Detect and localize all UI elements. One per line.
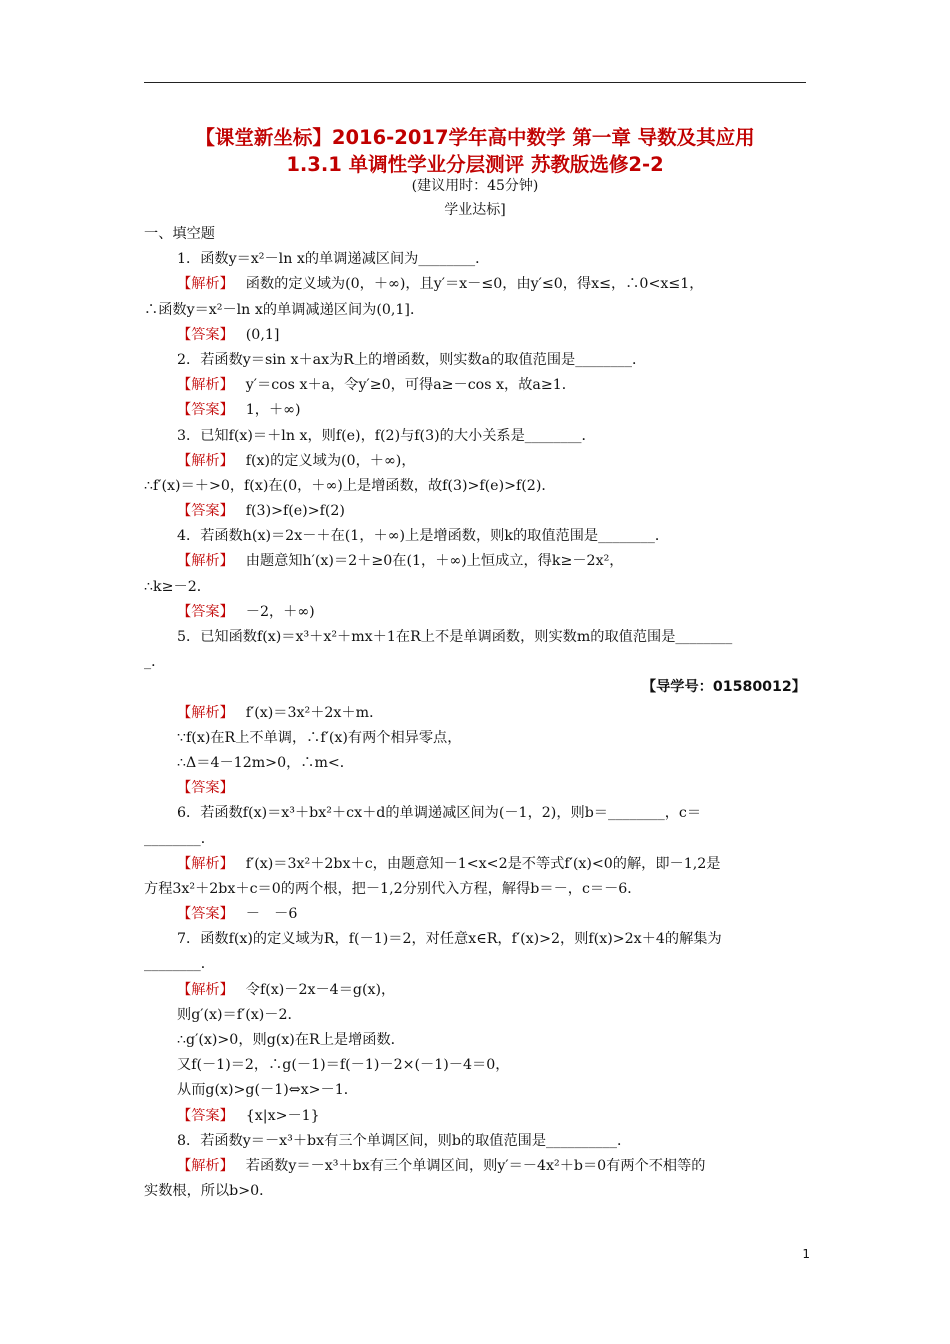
- text-line: [144, 1104, 806, 1129]
- line-text: 实数根，所以b>0．: [144, 1183, 274, 1200]
- line-text: 一、填空题: [144, 226, 215, 242]
- label-tag: 【解析】: [177, 704, 234, 721]
- text-line: [144, 650, 806, 675]
- label-tag: 【答案】: [177, 1107, 234, 1124]
- suggested-time: (建议用时：45分钟): [411, 178, 539, 194]
- line-text: 方程3x²＋2bx＋c＝0的两个根，把－1,2分别代入方程，解得b＝－，c＝－6．: [144, 880, 642, 897]
- label-tag: 【解析】: [177, 855, 234, 872]
- text-line: [144, 222, 806, 247]
- text-line: [144, 675, 806, 700]
- text-line: [144, 776, 806, 801]
- line-text: 由题意知h′(x)＝2＋≥0在(1，＋∞)上恒成立，得k≥－2x²，: [245, 553, 624, 570]
- text-line: [144, 247, 806, 272]
- text-line: [144, 902, 806, 927]
- text-line: [144, 298, 806, 323]
- line-text: 5．已知函数f(x)＝x³＋x²＋mx＋1在R上不是单调函数，则实数m的取值范围是________: [177, 629, 733, 645]
- label-tag: 【解析】: [177, 452, 234, 469]
- text-line: [144, 625, 806, 650]
- line-text: 3．已知f(x)＝＋ln x，则f(e)，f(2)与f(3)的大小关系是________．: [177, 427, 596, 444]
- line-text: ∴k≥－2．: [144, 578, 211, 595]
- text-line: [144, 348, 806, 373]
- line-text: ∴f′(x)＝＋>0，f(x)在(0，＋∞)上是增函数，故f(3)>f(e)>f(2)．: [144, 477, 556, 494]
- label-tag: 【解析】: [177, 276, 234, 293]
- line-text: f′(x)＝3x²＋2x＋m．: [245, 704, 384, 721]
- label-tag: 【解析】: [177, 377, 234, 394]
- line-text: 令f(x)－2x－4＝g(x)，: [245, 981, 396, 998]
- line-text: 4．若函数h(x)＝2x－＋在(1，＋∞)上是增函数，则k的取值范围是________．: [177, 528, 670, 545]
- line-text: (0,1]: [245, 326, 280, 343]
- label-tag: 【答案】: [177, 780, 234, 797]
- document-body: [144, 222, 806, 1204]
- text-line: [144, 499, 806, 524]
- label-tag: 【答案】: [177, 503, 234, 520]
- text-line: [144, 272, 806, 297]
- text-line: [144, 1179, 806, 1204]
- label-tag: 【答案】: [177, 603, 234, 620]
- text-line: [144, 600, 806, 625]
- line-text: f(3)>f(e)>f(2): [245, 503, 345, 520]
- text-line: [144, 827, 806, 852]
- text-line: [144, 549, 806, 574]
- line-text: 7．函数f(x)的定义域为R，f(－1)＝2，对任意x∈R，f′(x)>2，则f(x)>2x＋4的解集为: [177, 931, 722, 948]
- section-label: 学业达标]: [444, 202, 506, 218]
- line-text: 从而g(x)>g(－1)⇔x>－1．: [177, 1082, 358, 1099]
- document-title-line-1: 【课堂新坐标】2016-2017学年高中数学 第一章 导数及其应用: [195, 126, 755, 149]
- line-text: － －6: [245, 906, 298, 923]
- text-line: [144, 927, 806, 952]
- text-line: [144, 751, 806, 776]
- text-line: [144, 1129, 806, 1154]
- header-rule: [144, 82, 806, 83]
- text-line: [144, 398, 806, 423]
- label-tag: 【答案】: [177, 906, 234, 923]
- line-text: 6．若函数f(x)＝x³＋bx²＋cx＋d的单调递减区间为(－1，2)，则b＝________，c＝: [177, 805, 702, 822]
- text-line: [144, 323, 806, 348]
- text-line: [144, 524, 806, 549]
- text-line: [144, 726, 806, 751]
- line-text: ________．: [144, 830, 215, 847]
- text-line: [144, 1028, 806, 1053]
- label-tag: 【解析】: [177, 981, 234, 998]
- line-text: 则g′(x)＝f′(x)－2．: [177, 1006, 302, 1023]
- text-line: [144, 978, 806, 1003]
- line-text: f′(x)＝3x²＋2bx＋c，由题意知－1<x<2是不等式f′(x)<0的解，即－1,2是: [245, 855, 721, 872]
- line-text: 【导学号：01580012】: [641, 679, 806, 696]
- label-tag: 【解析】: [177, 1157, 234, 1174]
- document-title-line-2: 1.3.1 单调性学业分层测评 苏教版选修2-2: [286, 153, 664, 176]
- line-text: 若函数y＝－x³＋bx有三个单调区间，则y′＝－4x²＋b＝0有两个不相等的: [245, 1157, 706, 1174]
- line-text: 1．函数y＝x²－ln x的单调递减区间为________．: [177, 251, 490, 268]
- line-text: 函数的定义域为(0，＋∞)，且y′＝x－≤0，由y′≤0，得x≤，∴0<x≤1，: [245, 276, 704, 293]
- text-line: [144, 474, 806, 499]
- label-tag: 【答案】: [177, 326, 234, 343]
- line-text: －2，＋∞): [245, 603, 315, 620]
- label-tag: 【答案】: [177, 402, 234, 419]
- text-line: [144, 1003, 806, 1028]
- page-number: 1: [802, 1247, 810, 1261]
- text-line: [144, 801, 806, 826]
- line-text: 8．若函数y＝－x³＋bx有三个单调区间，则b的取值范围是__________．: [177, 1132, 632, 1149]
- text-line: [144, 1053, 806, 1078]
- text-line: [144, 424, 806, 449]
- line-text: f(x)的定义域为(0，＋∞)，: [245, 452, 416, 469]
- line-text: y′＝cos x＋a，令y′≥0，可得a≥－cos x，故a≥1．: [245, 377, 576, 394]
- text-line: [144, 701, 806, 726]
- line-text: ________．: [144, 956, 215, 973]
- text-line: [144, 877, 806, 902]
- text-line: [144, 952, 806, 977]
- line-text: 2．若函数y＝sin x＋ax为R上的增函数，则实数a的取值范围是________．: [177, 351, 647, 368]
- line-text: {x|x>－1}: [245, 1107, 320, 1124]
- text-line: [144, 575, 806, 600]
- line-text: 又f(－1)＝2，∴g(－1)＝f(－1)－2×(－1)－4＝0，: [177, 1057, 510, 1074]
- label-tag: 【解析】: [177, 553, 234, 570]
- line-text: ∵f(x)在R上不单调，∴f′(x)有两个相异零点，: [177, 729, 462, 746]
- line-text: ∴Δ＝4－12m>0，∴m<．: [177, 754, 354, 771]
- text-line: [144, 852, 806, 877]
- line-text: ∴函数y＝x²－ln x的单调减递区间为(0,1]．: [144, 301, 425, 318]
- line-text: ∴g′(x)>0，则g(x)在R上是增函数．: [177, 1032, 405, 1048]
- text-line: [144, 1078, 806, 1103]
- line-text: 1，＋∞): [245, 402, 301, 419]
- line-text: _．: [144, 654, 166, 671]
- text-line: [144, 1154, 806, 1179]
- text-line: [144, 449, 806, 474]
- text-line: [144, 373, 806, 398]
